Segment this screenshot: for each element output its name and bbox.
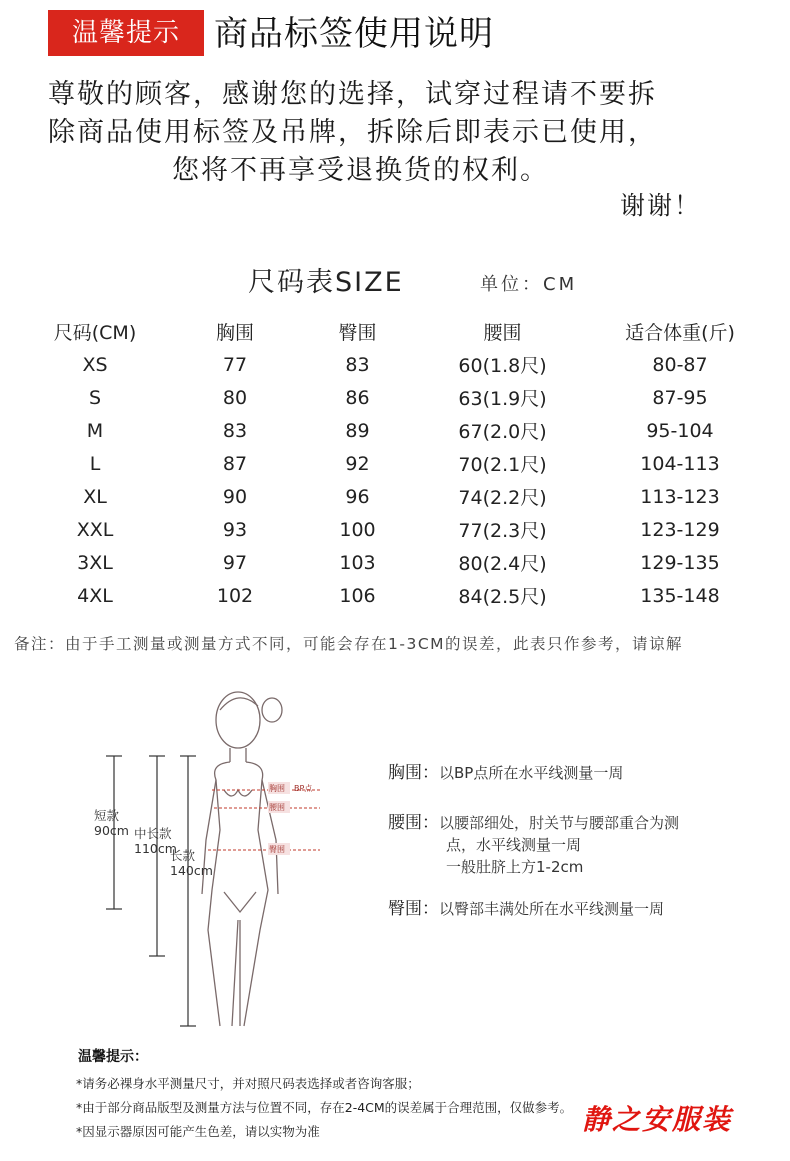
tag-chest: 胸围 xyxy=(269,784,285,793)
chest-desc-head: 胸围： xyxy=(388,763,439,783)
hip-desc xyxy=(388,898,748,920)
brand-watermark: 静之安服装 xyxy=(582,1103,733,1136)
cell-size: XL xyxy=(83,485,107,508)
cell-chest: 97 xyxy=(222,551,248,574)
table-row xyxy=(20,546,770,579)
cell-weight: 95-104 xyxy=(646,419,714,442)
body-outline xyxy=(202,692,282,1026)
cell-hip: 96 xyxy=(345,485,370,508)
cell-waist: 74(2.2尺) xyxy=(458,487,547,509)
label-short-length: 90cm xyxy=(94,823,129,838)
tip-item: *请务必裸身水平测量尺寸，并对照尺码表选择或者咨询客服； xyxy=(76,1076,420,1091)
notice-line-1: 尊敬的顾客，感谢您的选择，试穿过程请不要拆 xyxy=(48,79,657,110)
col-hip: 臀围 xyxy=(338,321,377,344)
cell-hip: 106 xyxy=(339,584,376,607)
cell-waist: 84(2.5尺) xyxy=(458,586,547,608)
body-figure xyxy=(80,680,370,1040)
cell-hip: 100 xyxy=(339,518,376,541)
hip-desc-text: 以臀部丰满处所在水平线测量一周 xyxy=(439,900,665,918)
size-table-header xyxy=(20,314,770,348)
size-chart-title: 尺码表SIZE xyxy=(248,267,404,298)
table-row xyxy=(20,513,770,546)
waist-desc-line2: 点，水平线测量一周 xyxy=(446,836,582,854)
tag-waist: 腰围 xyxy=(269,803,285,812)
ruler-long xyxy=(180,756,196,1026)
table-row xyxy=(20,348,770,381)
table-row xyxy=(20,414,770,447)
cell-waist: 60(1.8尺) xyxy=(458,355,547,377)
cell-chest: 83 xyxy=(222,419,248,442)
tip-item: *由于部分商品版型及测量方法与位置不同，存在2-4CM的误差属于合理范围，仅做参考。 xyxy=(76,1100,573,1115)
label-short-name: 短款 xyxy=(94,808,120,823)
waist-desc xyxy=(388,812,748,878)
cell-size: M xyxy=(86,419,104,442)
cell-weight: 104-113 xyxy=(640,452,720,475)
cell-chest: 87 xyxy=(222,452,248,475)
cell-weight: 135-148 xyxy=(640,584,720,607)
cell-weight: 87-95 xyxy=(652,386,708,409)
notice-line-3: 您将不再享受退换货的权利。 xyxy=(172,155,549,186)
label-long-name: 长款 xyxy=(170,848,196,863)
size-table xyxy=(20,314,770,612)
warm-tip-tag: 温馨提示 xyxy=(48,10,204,56)
cell-chest: 80 xyxy=(222,386,248,409)
tips-heading: 温馨提示： xyxy=(78,1049,148,1065)
tag-hip: 臀围 xyxy=(269,845,285,854)
table-row xyxy=(20,579,770,612)
size-chart-unit: 单位：CM xyxy=(480,274,578,295)
measure-tags xyxy=(268,782,313,855)
cell-size: XS xyxy=(82,353,108,376)
cell-hip: 83 xyxy=(345,353,370,376)
cell-waist: 70(2.1尺) xyxy=(458,454,547,476)
cell-size: XXL xyxy=(76,518,114,541)
cell-chest: 90 xyxy=(222,485,248,508)
cell-chest: 102 xyxy=(216,584,254,607)
cell-waist: 63(1.9尺) xyxy=(458,388,547,410)
chest-desc-text: 以BP点所在水平线测量一周 xyxy=(439,764,624,782)
cell-size: 4XL xyxy=(77,584,113,607)
cell-chest: 77 xyxy=(222,353,248,376)
cell-hip: 92 xyxy=(345,452,370,475)
col-weight: 适合体重(斤) xyxy=(625,321,735,344)
waist-desc-head: 腰围： xyxy=(388,813,439,833)
cell-weight: 123-129 xyxy=(640,518,720,541)
page-title: 商品标签使用说明 xyxy=(214,14,494,54)
cell-weight: 113-123 xyxy=(640,485,720,508)
size-remark: 备注：由于手工测量或测量方式不同，可能会存在1-3CM的误差，此表只作参考，请谅解 xyxy=(14,635,684,653)
cell-waist: 77(2.3尺) xyxy=(458,520,547,542)
notice-line-2: 除商品使用标签及吊牌，拆除后即表示已使用， xyxy=(48,117,657,148)
cell-hip: 103 xyxy=(339,551,376,574)
label-mid-length: 110cm xyxy=(134,841,177,856)
table-row xyxy=(20,480,770,513)
chest-desc xyxy=(388,762,728,784)
thanks-text: 谢谢！ xyxy=(620,191,702,220)
ruler-mid xyxy=(149,756,165,956)
cell-hip: 86 xyxy=(345,386,370,409)
cell-hip: 89 xyxy=(345,419,370,442)
notice-text xyxy=(48,76,748,190)
cell-size: 3XL xyxy=(77,551,113,574)
col-size: 尺码(CM) xyxy=(53,321,137,344)
label-mid-name: 中长款 xyxy=(134,826,172,841)
table-row xyxy=(20,447,770,480)
table-row xyxy=(20,381,770,414)
cell-waist: 67(2.0尺) xyxy=(458,421,547,443)
cell-size: S xyxy=(88,386,102,409)
waist-desc-line1: 以腰部细处，肘关节与腰部重合为测 xyxy=(439,814,680,832)
label-short xyxy=(94,808,129,838)
tip-item: *因显示器原因可能产生色差，请以实物为准 xyxy=(76,1124,320,1139)
tag-bp: BP点 xyxy=(294,784,313,793)
cell-waist: 80(2.4尺) xyxy=(458,553,547,575)
col-waist: 腰围 xyxy=(483,321,522,344)
label-long-length: 140cm xyxy=(170,863,213,878)
cell-weight: 80-87 xyxy=(652,353,708,376)
col-chest: 胸围 xyxy=(215,321,254,344)
cell-weight: 129-135 xyxy=(640,551,720,574)
hip-desc-head: 臀围： xyxy=(388,899,439,919)
cell-chest: 93 xyxy=(222,518,248,541)
cell-size: L xyxy=(89,452,101,475)
label-long xyxy=(170,848,213,878)
measure-lines xyxy=(208,790,320,850)
waist-desc-line3: 一般肚脐上方1-2cm xyxy=(446,858,584,876)
